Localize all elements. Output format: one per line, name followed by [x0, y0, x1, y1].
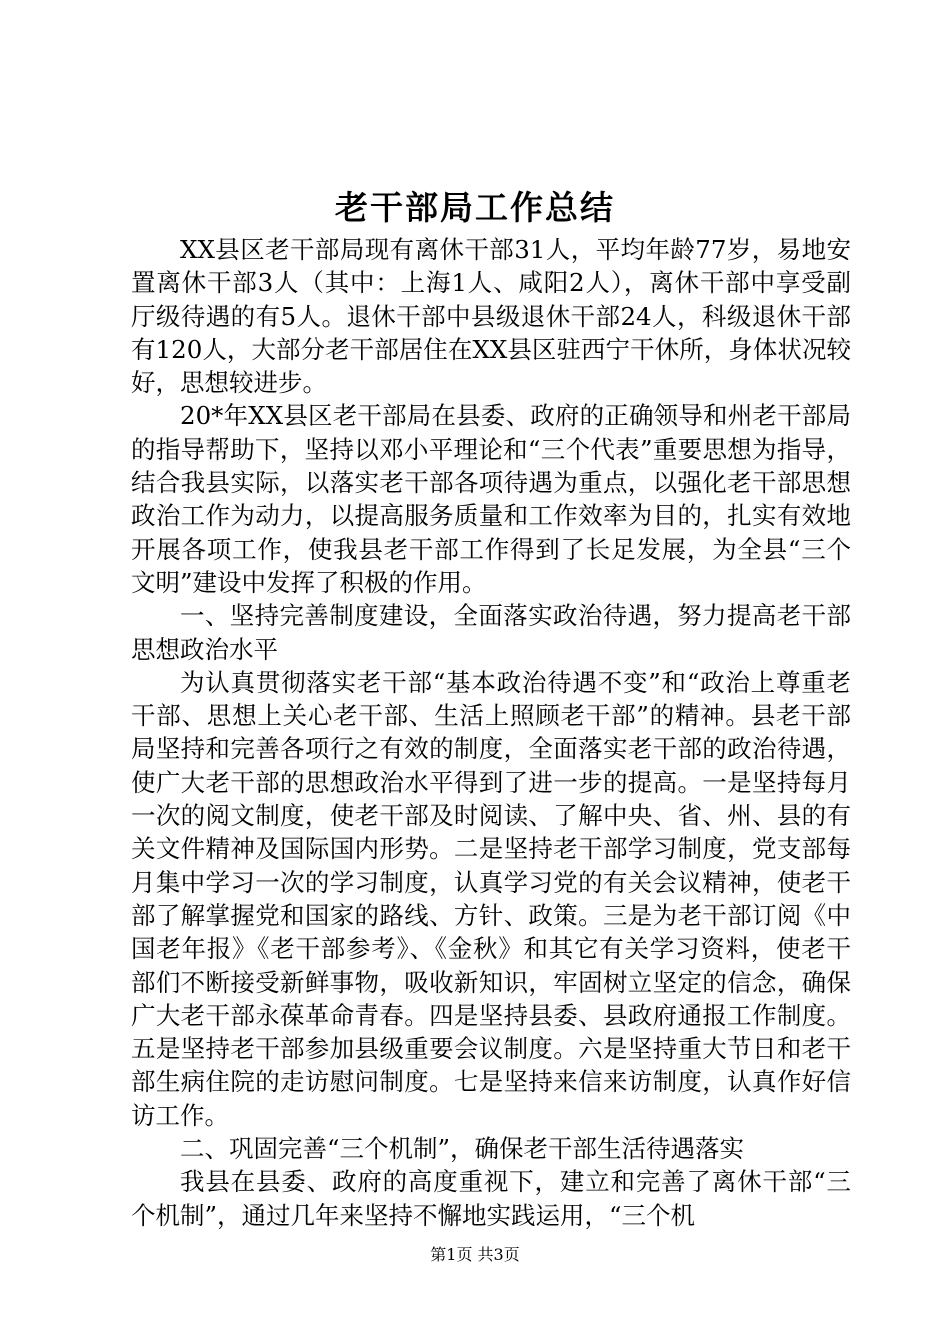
section-heading-2: 二、巩固完善“三个机制”，确保老干部生活待遇落实 — [180, 1134, 745, 1164]
paragraph-overview: 20*年XX县区老干部局在县委、政府的正确领导和州老干部局的指导帮助下，坚持以邓小平理论和“三个代表”重要思想为指导，结合我县实际，以落实老干部各项待遇为重点，以强化老干部思想政治工作为动力，以提高服务质量和工作效率为目的，扎实有效地开展各项工作，使我县老干部工作得到了长足发展，为全县“三个文明”建设中发挥了积极的作用。 — [131, 401, 851, 597]
paragraph-section-2: 我县在县委、政府的高度重视下，建立和完善了离休干部“三个机制”，通过几年来坚持不懈地实践运用，“三个机 — [131, 1167, 851, 1230]
page-footer: 第1页 共3页 — [430, 1245, 520, 1264]
document-title: 老干部局工作总结 — [335, 188, 615, 227]
paragraph-intro: XX县区老干部局现有离休干部31人，平均年龄77岁，易地安置离休干部3人（其中：上海1人、咸阳2人），离休干部中享受副厅级待遇的有5人。退休干部中县级退休干部24人，科级退休干部有120人，大部分老干部居住在XX县区驻西宁干休所，身体状况较好，思想较进步。 — [131, 235, 851, 398]
section-heading-1: 一、坚持完善制度建设，全面落实政治待遇，努力提高老干部思想政治水平 — [131, 601, 851, 664]
paragraph-section-1: 为认真贯彻落实老干部“基本政治待遇不变”和“政治上尊重老干部、思想上关心老干部、生活上照顾老干部”的精神。县老干部局坚持和完善各项行之有效的制度，全面落实老干部的政治待遇，使广大老干部的思想政治水平得到了进一步的提高。一是坚持每月一次的阅文制度，使老干部及时阅读、了解中央、省、州、县的有关文件精神及国际国内形势。二是坚持老干部学习制度，党支部每月集中学习一次的学习制度，认真学习党的有关会议精神，使老干部了解掌握党和国家的路线、方针、政策。三是为老干部订阅《中国老年报》《老干部参考》、《金秋》和其它有关学习资料，使老干部们不断接受新鲜事物，吸收新知识，牢固树立坚定的信念，确保广大老干部永葆革命青春。四是坚持县委、县政府通报工作制度。五是坚持老干部参加县级重要会议制度。六是坚持重大节日和老干部生病住院的走访慰问制度。七是坚持来信来访制度，认真作好信访工作。 — [131, 667, 851, 1130]
document-body — [131, 233, 851, 1232]
